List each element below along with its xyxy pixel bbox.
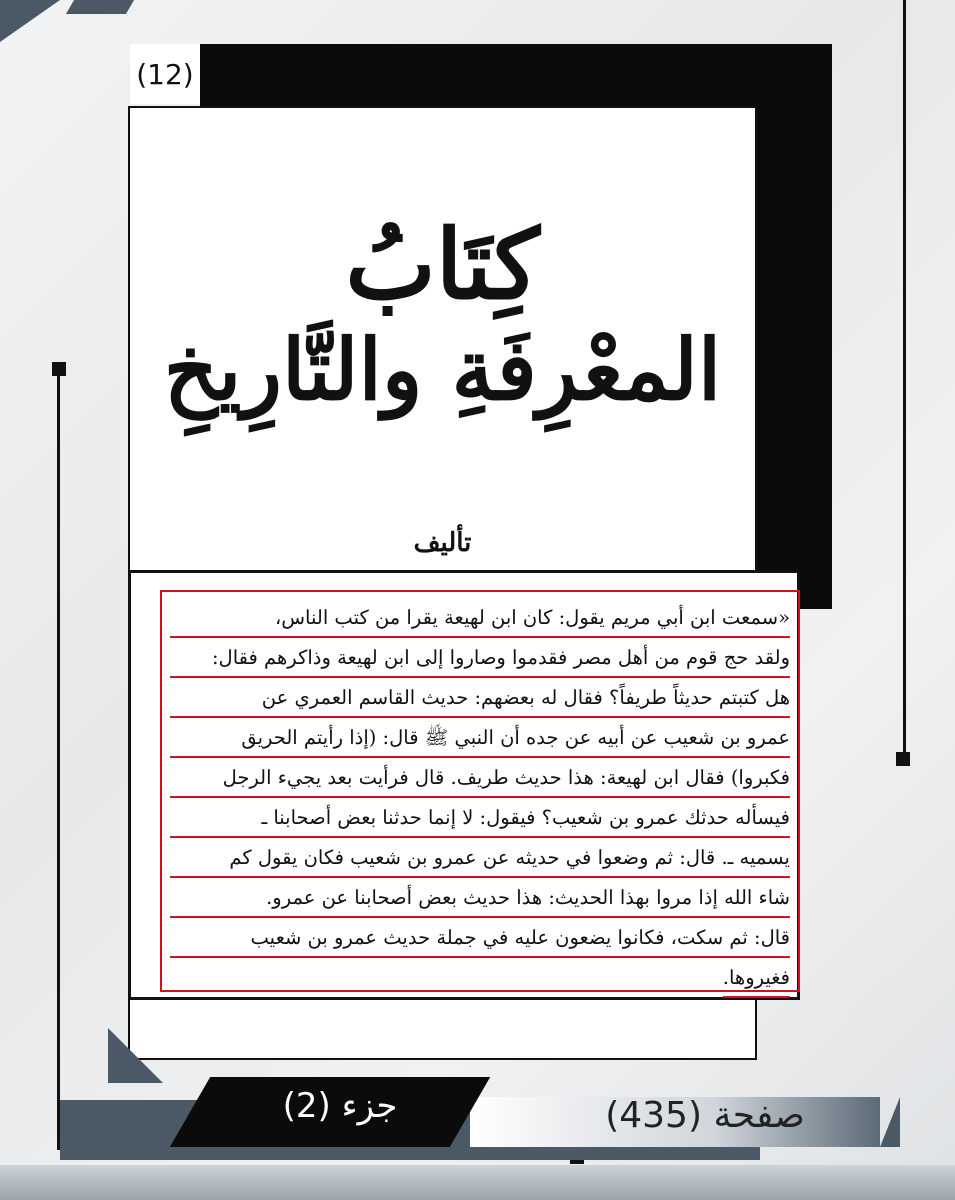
frame-line-right — [903, 0, 906, 760]
excerpt-line: ولقد حج قوم من أهل مصر فقدموا وصاروا إلى ابن لهيعة وذاكرهم فقال: — [170, 638, 790, 678]
banner-triangle-left — [108, 1028, 163, 1083]
book-title-line1: كِتَابُ — [345, 208, 540, 321]
banner-triangle-right — [880, 1097, 900, 1147]
frame-square-marker — [52, 362, 66, 376]
book-title — [130, 210, 755, 420]
excerpt-line: عمرو بن شعيب عن أبيه عن جده أن النبي ﷺ قال: (إذا رأيتم الحريق — [170, 718, 790, 758]
excerpt-text — [170, 598, 790, 1012]
bottom-wave-decoration — [0, 1165, 955, 1200]
excerpt-line: يسميه ـ. قال: ثم وضعوا في حديثه عن عمرو بن شعيب فكان يقول كم — [170, 838, 790, 878]
part-label: جزء (2) — [282, 1086, 398, 1126]
corner-decoration — [0, 0, 60, 42]
page-number: (12) — [130, 44, 200, 104]
page-label: صفحة (435) — [605, 1095, 805, 1136]
excerpt-line: فيسأله حدثك عمرو بن شعيب؟ فيقول: لا إنما حدثنا بعض أصحابنا ـ — [170, 798, 790, 838]
excerpt-line: فغيروها. — [723, 958, 790, 998]
frame-square-marker — [896, 752, 910, 766]
excerpt-line: فكبروا) فقال ابن لهيعة: هذا حديث طريف. قال فرأيت بعد يجيء الرجل — [170, 758, 790, 798]
excerpt-line: شاء الله إذا مروا بهذا الحديث: هذا حديث بعض أصحابنا عن عمرو. — [170, 878, 790, 918]
book-title-line2: المعْرِفَةِ والتَّارِيخِ — [163, 320, 722, 419]
excerpt-line: «سمعت ابن أبي مريم يقول: كان ابن لهيعة يقرا من كتب الناس، — [170, 598, 790, 638]
excerpt-line: هل كتبتم حديثاً طريفاً؟ فقال له بعضهم: حديث القاسم العمري عن — [170, 678, 790, 718]
corner-decoration-stripe — [66, 0, 134, 14]
frame-line-left — [57, 370, 60, 1150]
author-label: تأليف — [413, 528, 472, 558]
excerpt-line: قال: ثم سكت، فكانوا يضعون عليه في جملة حديث عمرو بن شعيب — [170, 918, 790, 958]
